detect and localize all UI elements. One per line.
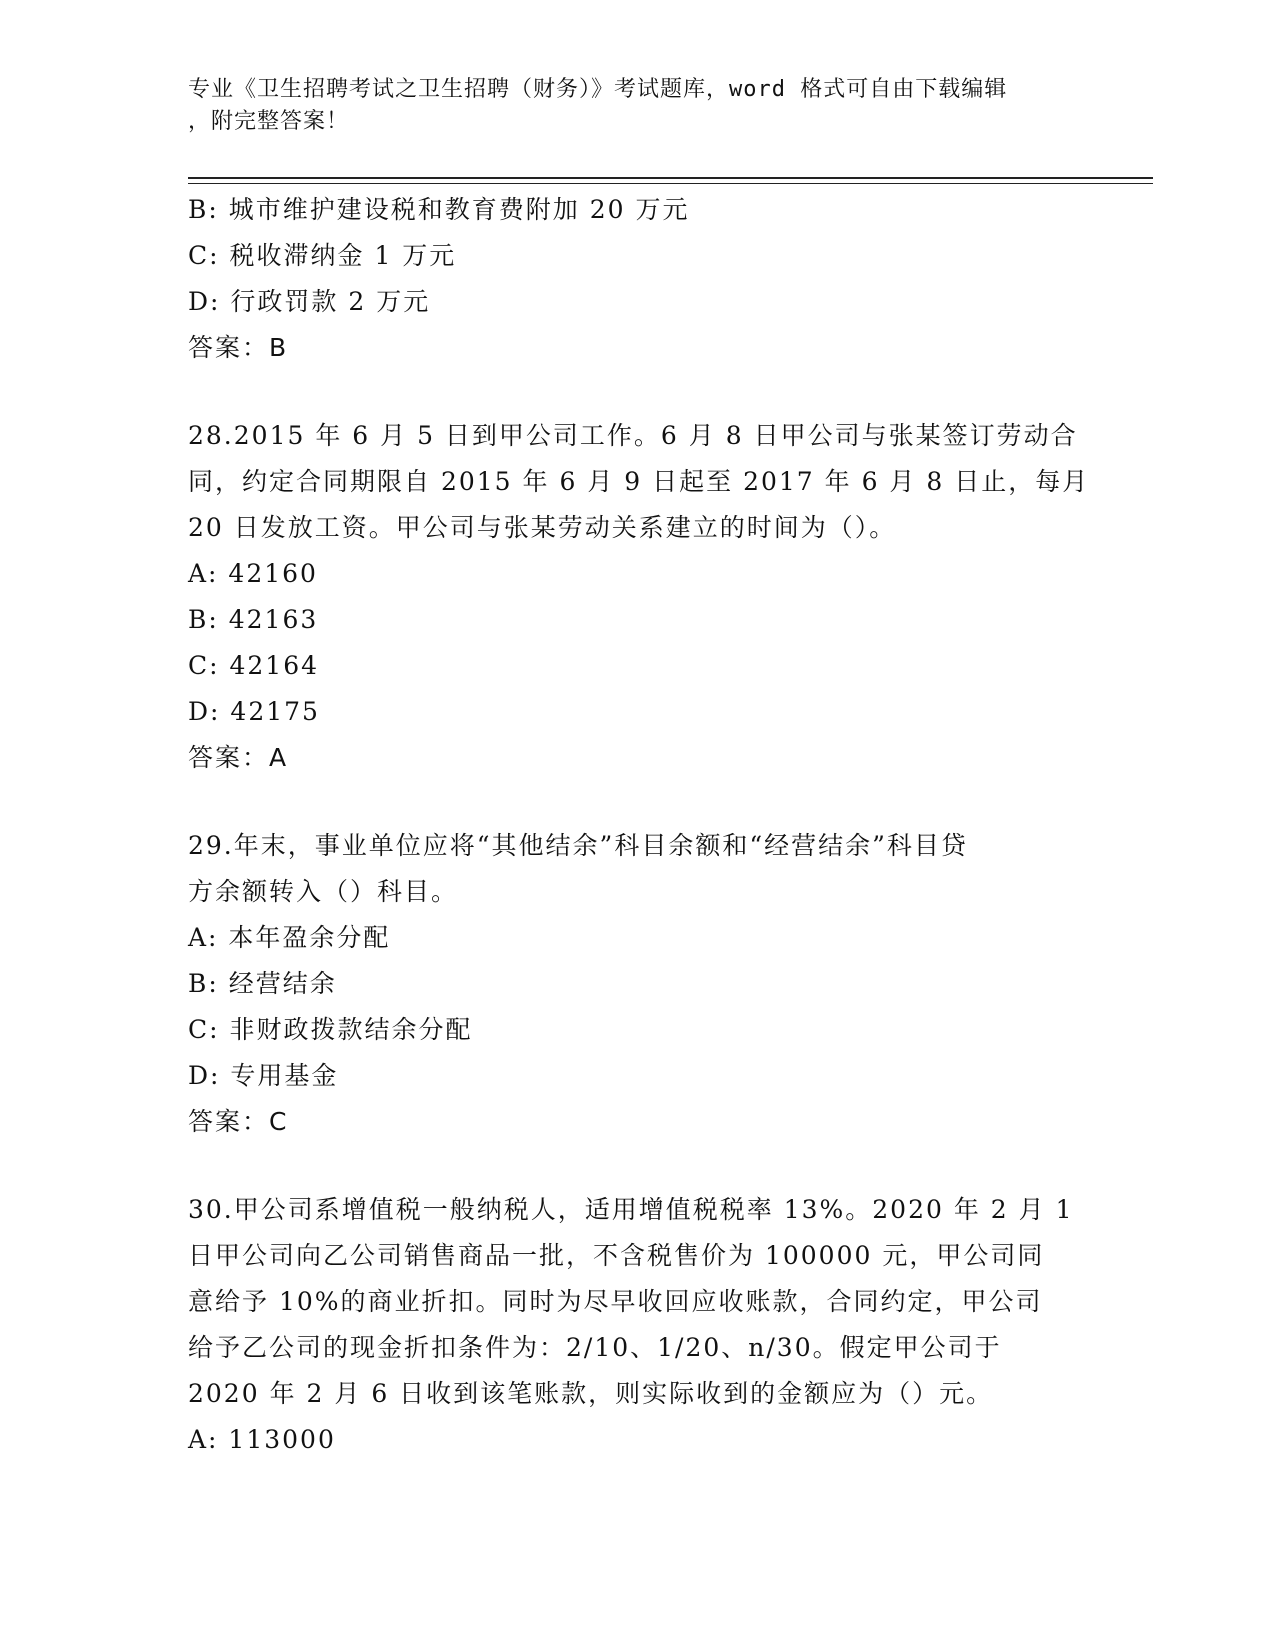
question-29-text-line-1: 29.年末，事业单位应将“其他结余”科目余额和“经营结余”科目贷 [188, 831, 968, 860]
question-gap [188, 1145, 1088, 1187]
question-29-answer: 答案：C [188, 1107, 289, 1136]
question-28-option-c: C: 42164 [188, 651, 320, 680]
header-line-1: 专业《卫生招聘考试之卫生招聘（财务）》考试题库，word 格式可自由下载编辑 [188, 77, 1008, 102]
header-line-2: ，附完整答案！ [188, 109, 350, 134]
question-28-block [188, 413, 1088, 781]
document-header [188, 74, 1088, 138]
question-29-option-c: C: 非财政拨款结余分配 [188, 1015, 473, 1044]
question-28-answer: 答案：A [188, 743, 289, 772]
question-30-block [188, 1187, 1088, 1463]
question-29-option-b: B: 经营结余 [188, 969, 337, 998]
question-29-block [188, 823, 1088, 1145]
question-30-text-line-3: 意给予 10%的商业折扣。同时为尽早收回应收账款，合同约定，甲公司 [188, 1287, 1043, 1316]
question-30-text-line-2: 日甲公司向乙公司销售商品一批，不含税售价为 100000 元，甲公司同 [188, 1241, 1045, 1270]
option-b: B: 城市维护建设税和教育费附加 20 万元 [188, 195, 690, 224]
question-29-text-line-2: 方余额转入（）科目。 [188, 877, 459, 906]
question-30-text-line-5: 2020 年 2 月 6 日收到该笔账款，则实际收到的金额应为（）元。 [188, 1379, 994, 1408]
question-gap [188, 781, 1088, 823]
question-28-text-line-3: 20 日发放工资。甲公司与张某劳动关系建立的时间为（）。 [188, 513, 897, 542]
question-29-option-a: A: 本年盈余分配 [188, 923, 391, 952]
header-divider [188, 177, 1153, 184]
question-30-option-a: A: 113000 [188, 1425, 336, 1454]
previous-question-block [188, 187, 1088, 371]
option-c: C: 税收滞纳金 1 万元 [188, 241, 457, 270]
question-28-option-a: A: 42160 [188, 559, 318, 588]
question-gap [188, 371, 1088, 413]
option-d: D: 行政罚款 2 万元 [188, 287, 431, 316]
question-28-text-line-1: 28.2015 年 6 月 5 日到甲公司工作。6 月 8 日甲公司与张某签订劳动合 [188, 421, 1078, 450]
question-28-option-b: B: 42163 [188, 605, 319, 634]
question-content [188, 187, 1088, 1463]
question-29-option-d: D: 专用基金 [188, 1061, 339, 1090]
question-30-text-line-1: 30.甲公司系增值税一般纳税人，适用增值税税率 13%。2020 年 2 月 1 [188, 1195, 1074, 1224]
question-28-text-line-2: 同，约定合同期限自 2015 年 6 月 9 日起至 2017 年 6 月 8 日止，每月 [188, 467, 1090, 496]
question-30-text-line-4: 给予乙公司的现金折扣条件为：2/10、1/20、n/30。假定甲公司于 [188, 1333, 1002, 1362]
answer-label: 答案：B [188, 333, 289, 362]
question-28-option-d: D: 42175 [188, 697, 320, 726]
